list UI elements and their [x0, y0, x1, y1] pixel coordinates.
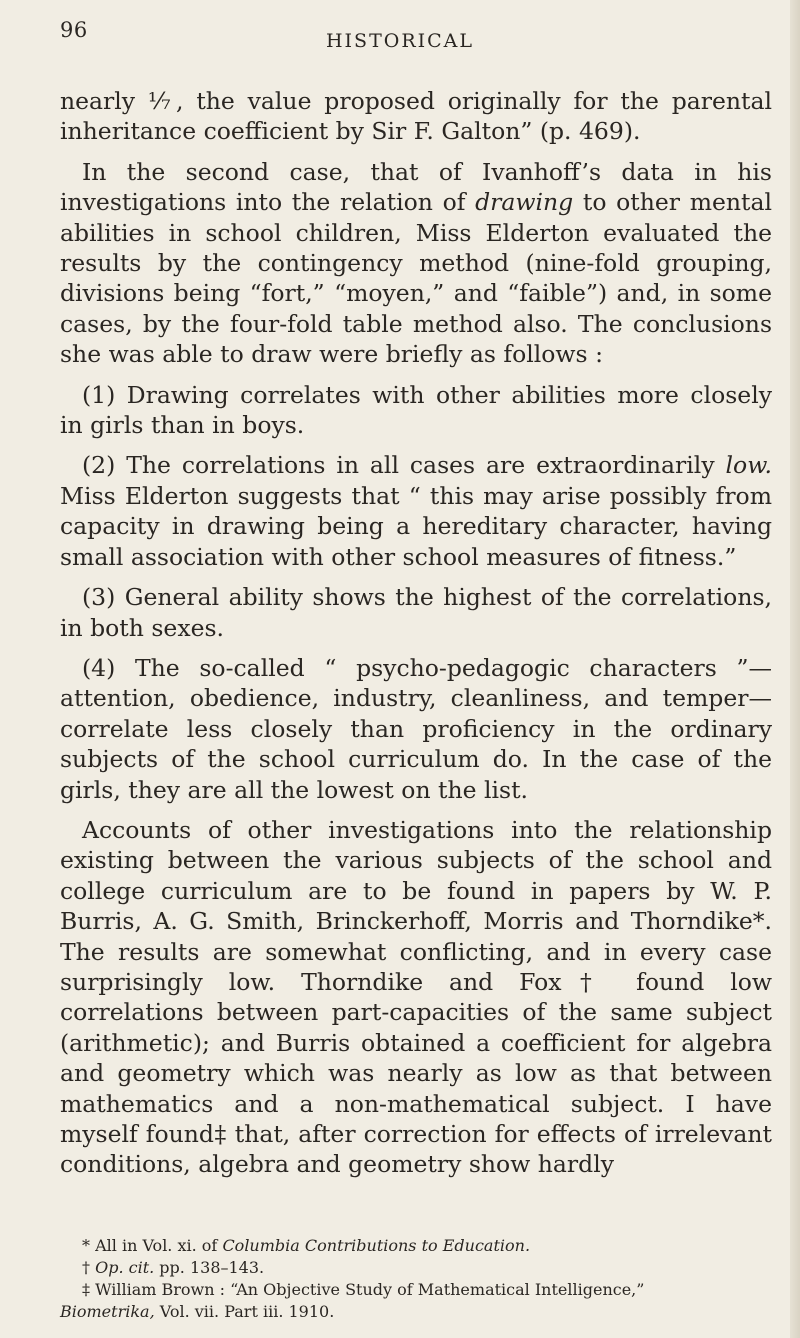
conclusion-3: [60, 582, 772, 643]
italic-text: Columbia Contributions to Education.: [222, 1236, 531, 1255]
italic-text: low.: [725, 451, 772, 480]
footnote-asterisk: [60, 1235, 772, 1257]
text-run: (1) Drawing correlates with other abilities more closely in girls than in boys.: [60, 380, 772, 440]
paragraph-ivanhoff: [60, 157, 772, 370]
page-number: 96: [60, 18, 88, 42]
paragraph-accounts: [60, 815, 772, 1180]
paragraph-continuation: [60, 86, 772, 147]
conclusion-4: [60, 653, 772, 805]
body-text: [60, 86, 772, 1190]
footnote-double-dagger: [60, 1279, 772, 1301]
footnotes: [60, 1235, 772, 1323]
text-run: †: [82, 1258, 96, 1277]
text-run: In the second case, that of Ivanhoff’s data in his investigations into the relation of: [60, 157, 772, 217]
text-run: (3) General ability shows the highest of the correlations, in both sexes.: [60, 583, 772, 642]
italic-text: Biometrika,: [60, 1302, 155, 1321]
page-edge: [790, 0, 800, 1338]
conclusion-1: [60, 380, 772, 441]
text-run: (2) The correlations in all cases are extraordinarily: [82, 451, 726, 480]
text-run: Accounts of other investigations into the relationship existing between the various subjects of the school and college curriculum are to be found in papers by W. P. Burris, A. G. Smith, Brinckerhoff, Morris and Thorndike*. The results are somewhat conflicting, and in every case surprisingly low. Thorndike and Fox† found low correlations between part-capacities of the same subject (arithmetic); and Burris obtained a coefficient for algebra and geometry which was nearly as low as that between mathematics and a non-mathematical subject. I have myself found‡ that, after correction for effects of irrelevant conditions, algebra and geometry show hardly: [60, 815, 772, 1179]
text-run: * All in Vol. xi. of: [82, 1236, 223, 1255]
text-run: Vol. vii. Part iii. 1910.: [154, 1302, 335, 1321]
italic-text: drawing: [475, 188, 574, 217]
text-run: nearly ⅐, the value proposed originally for the parental inheritance coefficient by Sir F. Galton” (p. 469).: [60, 87, 772, 146]
text-run: pp. 138–143.: [154, 1258, 265, 1277]
footnote-dagger: [60, 1257, 772, 1279]
conclusion-2: [60, 450, 772, 572]
text-run: to other mental abilities in school children, Miss Elderton evaluated the results by the contingency method (nine-fold grouping, divisions being “fort,” “moyen,” and “faible”) and, in some cases, by the four-fold table method also. The conclusions she was able to draw were briefly as follows :: [60, 188, 772, 369]
running-head: HISTORICAL: [325, 30, 475, 52]
text-run: ‡ William Brown : “An Objective Study of Mathematical Intelligence,”: [82, 1280, 645, 1299]
italic-text: Op. cit.: [95, 1258, 155, 1277]
text-run: (4) The so-called “ psycho-pedagogic characters ”—attention, obedience, industry, cleanliness, and temper—correlate less closely than proficiency in the ordinary subjects of the school curriculum do. In the case of the girls, they are all the lowest on the list.: [60, 653, 772, 804]
footnote-double-dagger-cont: [60, 1301, 772, 1323]
text-run: Miss Elderton suggests that “ this may arise possibly from capacity in drawing being a hereditary character, having small association with other school measures of fitness.”: [60, 481, 772, 571]
